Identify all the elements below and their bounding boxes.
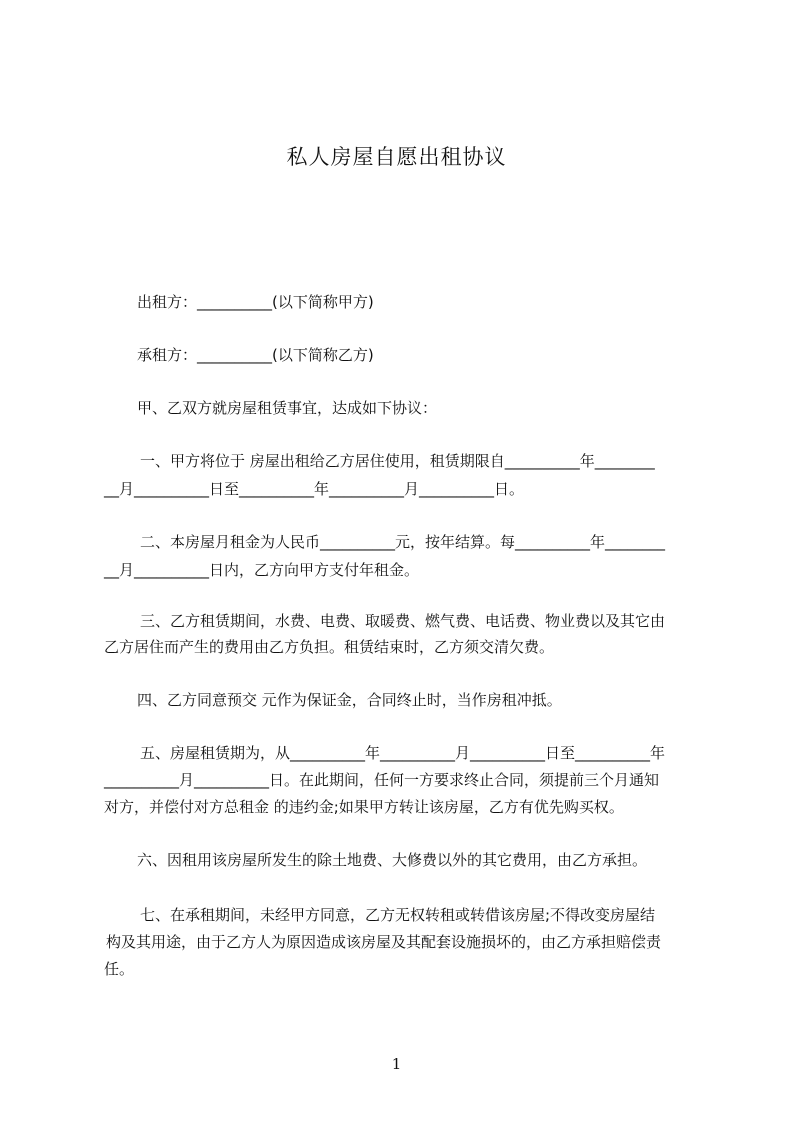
clause-2-line-2: __月__________日内，乙方向甲方支付年租金。 <box>104 561 420 579</box>
clause-4-line-1: 四、乙方同意预交 元作为保证金，合同终止时，当作房租冲抵。 <box>137 691 562 709</box>
clause-5-line-2: __________月__________日。在此期间，任何一方要求终止合同，须提前三个月通知 <box>104 771 660 789</box>
clause-3-line-1: 三、乙方租赁期间，水费、电费、取暖费、燃气费、电话费、物业费以及其它由 <box>140 612 666 630</box>
page-number: 1 <box>391 1055 402 1073</box>
lessor-line: 出租方：__________(以下简称甲方) <box>137 293 374 311</box>
clause-5-line-1: 五、房屋租赁期为，从__________年__________月__________日至__________年 <box>140 744 666 762</box>
clause-6-line-1: 六、因租用该房屋所发生的除土地费、大修费以外的其它费用，由乙方承担。 <box>137 851 648 869</box>
lessee-line: 承租方：__________(以下简称乙方) <box>137 346 374 364</box>
clause-1-line-2: __月__________日至__________年__________月__________日。 <box>104 480 525 498</box>
clause-2-line-1: 二、本房屋月租金为人民币__________元，按年结算。每__________年________ <box>140 533 666 551</box>
agreement-intro: 甲、乙双方就房屋租赁事宜，达成如下协议： <box>137 399 438 417</box>
document-title: 私人房屋自愿出租协议 <box>286 145 507 169</box>
clause-7-line-1: 七、在承租期间，未经甲方同意，乙方无权转租或转借该房屋;不得改变房屋结 <box>140 906 656 924</box>
clause-1-line-1: 一、甲方将位于 房屋出租给乙方居住使用，租赁期限自__________年________ <box>140 452 655 470</box>
clause-7-line-3: 任。 <box>104 960 135 978</box>
clause-3-line-2: 乙方居住而产生的费用由乙方负担。租赁结束时，乙方须交清欠费。 <box>104 638 555 656</box>
clause-7-line-2: 构及其用途，由于乙方人为原因造成该房屋及其配套设施损坏的，由乙方承担赔偿责 <box>106 933 662 951</box>
clause-5-line-3: 对方，并偿付对方总租金 的违约金;如果甲方转让该房屋，乙方有优先购买权。 <box>104 798 624 816</box>
